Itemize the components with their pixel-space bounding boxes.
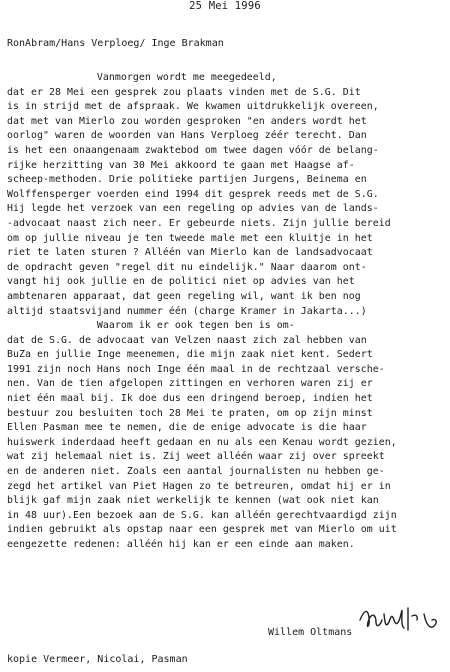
body-line: is in strijd met de afspraak. We kwamen uitdrukkelijk overeen, [7,101,379,113]
body-line: riet te laten sturen ? Alléén van Mierlo kan de landsadvocaat [7,247,373,259]
body-line: Waarom ik er ook tegen ben is om- [7,320,295,332]
body-line: oorlog" waren de woorden van Hans Verploeg zéér terecht. Dan [7,130,367,142]
body-line: dat met van Mierlo zou worden gesproken "en anders wordt het [7,115,367,127]
signature-name: Willem Oltmans [268,627,353,638]
body-line: dat er 28 Mei een gesprek zou plaats vinden met de S.G. Dit [7,86,361,98]
body-line: scheep-methoden. Drie politieke partijen Jurgens, Beinema en [7,174,367,186]
body-line: Wolffensperger voerden eind 1994 dit gesprek reeds met de S.G. [7,188,379,200]
handwritten-signature [354,600,444,640]
letter-salutation: RonAbram/Hans Verploeg/ Inge Brakman [7,38,224,49]
body-line: de opdracht geven "regel dit nu eindelijk." Naar daarom ont- [7,261,367,273]
body-line: 1991 zijn noch Hans noch Inge één maal in de rechtzaal versche- [7,363,385,375]
body-line: en de anderen niet. Zoals een aantal journalisten nu hebben ge- [7,466,385,478]
body-line: niet één maal bij. Ik doe dus een dringend beroep, indien het [7,393,373,405]
body-line: Vanmorgen wordt me meegedeeld, [7,72,277,83]
body-line: nen. Van de tien afgelopen zittingen en verhoren waren zij er [7,378,373,390]
body-line: om op jullie niveau je ten tweede male met een kluitje in het [7,232,373,244]
body-line: blijk gaf mijn zaak niet werkelijk te kennen (wat ook niet kan [7,495,379,507]
body-line: bestuur zou besluiten toch 28 Mei te praten, om op zijn minst [7,407,373,419]
body-line: altijd staatsvijand nummer één (charge Kramer in Jakarta...) [7,305,367,317]
body-line: in 48 uur).Een bezoek aan de S.G. kan alléén gerechtvaardigd zijn [7,509,397,521]
body-line: eengezette redenen: alléén hij kan er een einde aan maken. [7,539,355,550]
letter-body [7,71,447,553]
cc-line: kopie Vermeer, Nicolai, Pasman [7,654,188,665]
body-line: huiswerk inderdaad heeft gedaan en nu als een Kenau wordt gezien, [7,436,397,448]
body-line: indien gebruikt als opstap naar een gesprek met van Mierlo om uit [7,524,397,536]
body-line: rijke herzitting van 30 Mei akkoord te gaan met Haagse af- [7,159,355,171]
body-line: is het een onaangenaam zwaktebod om twee dagen vóór de belang- [7,144,379,156]
body-line: dat de S.G. de advocaat van Velzen naast zich zal hebben van [7,334,367,346]
letter-date: 25 Mei 1996 [189,0,261,12]
body-line: BuZa en jullie Inge meenemen, die mijn zaak niet kent. Sedert [7,349,373,361]
body-line: ambtenaren apparaat, dat geen regeling wil, want ik ben nog [7,290,361,302]
body-line: zegd het artikel van Piet Hagen zo te betreuren, omdat hij er in [7,480,391,492]
body-line: Ellen Pasman mee te nemen, die de enige advocate is die haar [7,422,367,434]
body-line: -advocaat naast zich neer. Er gebeurde niets. Zijn jullie bereid [7,217,391,229]
body-line: vangt hij ook jullie en de politici niet op advies van het [7,276,355,288]
body-line: wat zij helemaal niet is. Zij weet alléén waar zij over spreekt [7,451,385,463]
body-line: Hij legde het verzoek van een regeling op advies van de lands- [7,203,379,215]
